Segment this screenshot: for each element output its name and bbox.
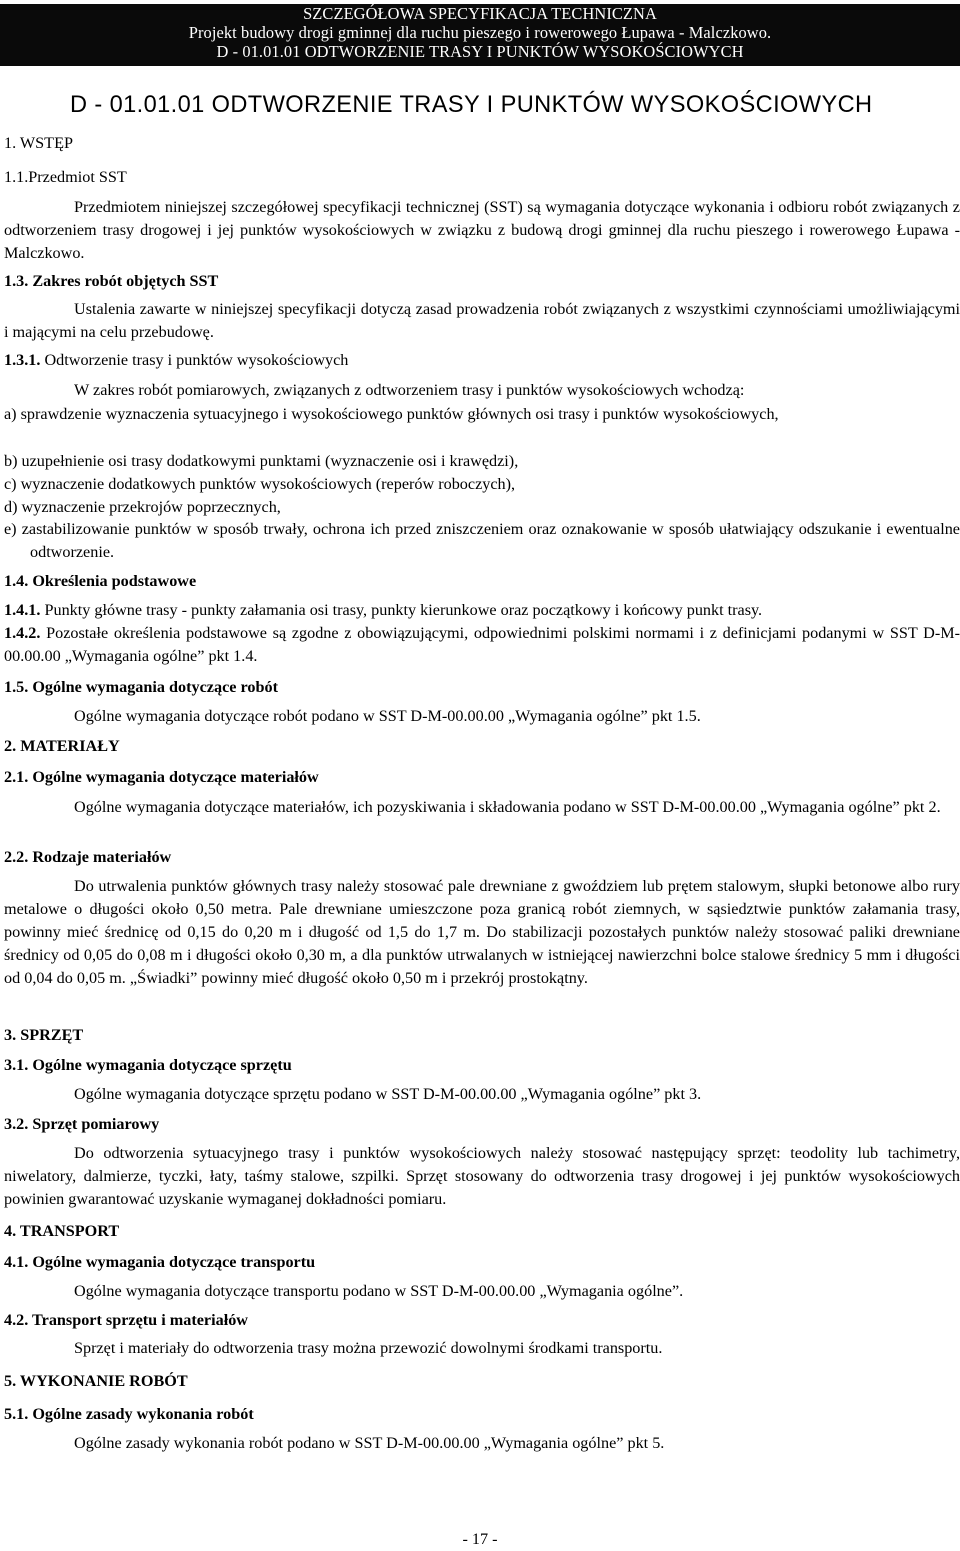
paragraph-3-2: Do odtworzenia sytuacyjnego trasy i punktów wysokościowych należy stosować następujący sprzęt: teodolity lub tachimetry, niwelatory, dalmierze, tyczki, łaty, taśmy stalowe, szpilki. Sprzęt stosowany do odtworzenia trasy drogowej i jej punktów wysokościowych powinien gwarantować uzyskanie wymaganej dokładności pomiaru. xyxy=(4,1144,960,1208)
paragraph-1-3-1: W zakres robót pomiarowych, związanych z odtworzeniem trasy i punktów wysokościowych wchodzą: xyxy=(74,381,745,399)
heading-1-3-1-number: 1.3.1. xyxy=(4,351,41,369)
paragraph-1-5: Ogólne wymagania dotyczące robót podano w SST D-M-00.00.00 „Wymagania ogólne” pkt 1.5. xyxy=(74,707,701,725)
list-item-c: c) wyznaczenie dodatkowych punktów wysokościowych (reperów roboczych), xyxy=(4,475,516,493)
heading-3-1: 3.1. Ogólne wymagania dotyczące sprzętu xyxy=(4,1056,292,1074)
paragraph-1-4-1 xyxy=(4,599,960,622)
document-title: D - 01.01.01 ODTWORZENIE TRASY I PUNKTÓW WYSOKOŚCIOWYCH xyxy=(70,92,873,118)
section-1-heading: 1. WSTĘP xyxy=(4,134,73,152)
paragraph-4-1: Ogólne wymagania dotyczące transportu podano w SST D-M-00.00.00 „Wymagania ogólne”. xyxy=(74,1282,684,1300)
heading-1-1: 1.1.Przedmiot SST xyxy=(4,168,127,186)
paragraph-2-2: Do utrwalenia punktów głównych trasy należy stosować pale drewniane z gwoździem lub prętem stalowym, słupki betonowe albo rury metalowe o długości około 0,50 metra. Pale drewniane umieszczone poza granicą robót ziemnych, w sąsiedztwie punktów załamania trasy, powinny mieć średnicę od 0,15 do 0,20 m i długość od 1,5 do 1,7 m. Do stabilizacji pozostałych punktów należy stosować paliki drewniane średnicy od 0,05 do 0,08 m i długości około 0,30 m, a dla punktów utrwalanych w istniejącej nawierzchni bolce stalowe średnicy 5 mm i długości od 0,04 do 0,05 m. „Świadki” powinny mieć długość około 0,50 m i przekrój prostokątny. xyxy=(4,877,960,987)
paragraph-1-4-1-number: 1.4.1. xyxy=(4,601,41,619)
heading-1-3-1-text: Odtworzenie trasy i punktów wysokościowych xyxy=(40,351,349,369)
section-3-heading: 3. SPRZĘT xyxy=(4,1026,84,1044)
paragraph-1-4-2 xyxy=(4,622,960,668)
list-item-d: d) wyznaczenie przekrojów poprzecznych, xyxy=(4,498,281,516)
list-item-b: b) uzupełnienie osi trasy dodatkowymi punktami (wyznaczenie osi i krawędzi), xyxy=(4,452,519,470)
paragraph-1-4-2-number: 1.4.2. xyxy=(4,624,41,642)
paragraph-5-1: Ogólne zasady wykonania robót podano w SST D-M-00.00.00 „Wymagania ogólne” pkt 5. xyxy=(74,1434,665,1452)
page-number: - 17 - xyxy=(462,1530,498,1548)
heading-2-2: 2.2. Rodzaje materiałów xyxy=(4,848,172,866)
heading-3-2: 3.2. Sprzęt pomiarowy xyxy=(4,1115,160,1133)
paragraph-2-1: Ogólne wymagania dotyczące materiałów, ich pozyskiwania i składowania podano w SST D-M-00.00.00 „Wymagania ogólne” pkt 2. xyxy=(74,798,941,816)
section-5-heading: 5. WYKONANIE ROBÓT xyxy=(4,1372,188,1390)
section-2-heading: 2. MATERIAŁY xyxy=(4,737,120,755)
heading-1-5: 1.5. Ogólne wymagania dotyczące robót xyxy=(4,678,278,696)
header-line-2: Projekt budowy drogi gminnej dla ruchu pieszego i rowerowego Łupawa - Malczkowo. xyxy=(188,23,772,42)
list-item-e: e) zastabilizowanie punktów w sposób trwały, ochrona ich przed zniszczeniem oraz oznakowanie w sposób ułatwiający odszukanie i ewentualne odtworzenie. xyxy=(4,520,960,561)
section-4-heading: 4. TRANSPORT xyxy=(4,1222,120,1240)
list-item-a: a) sprawdzenie wyznaczenia sytuacyjnego i wysokościowego punktów głównych osi trasy i punktów wysokościowych, xyxy=(4,405,779,423)
heading-2-1: 2.1. Ogólne wymagania dotyczące materiałów xyxy=(4,768,319,786)
heading-4-1: 4.1. Ogólne wymagania dotyczące transportu xyxy=(4,1253,316,1271)
heading-1-3-1 xyxy=(4,349,960,372)
header-line-1: SZCZEGÓŁOWA SPECYFIKACJA TECHNICZNA xyxy=(303,4,657,23)
heading-5-1: 5.1. Ogólne zasady wykonania robót xyxy=(4,1405,254,1423)
paragraph-1-4-2-text: Pozostałe określenia podstawowe są zgodne z obowiązującymi, odpowiednimi polskimi normami i z definicjami podanymi w SST D-M-00.00.00 „Wymagania ogólne” pkt 1.4. xyxy=(4,624,960,665)
header-line-3: D - 01.01.01 ODTWORZENIE TRASY I PUNKTÓW WYSOKOŚCIOWYCH xyxy=(216,42,744,61)
paragraph-1-1: Przedmiotem niniejszej szczegółowej specyfikacji technicznej (SST) są wymagania dotyczące wykonania i odbioru robót związanych z odtworzeniem trasy drogowej i jej punktów wysokościowych w związku z budową drogi gminnej dla ruchu pieszego i rowerowego Łupawa - Malczkowo. xyxy=(4,198,960,262)
paragraph-3-1: Ogólne wymagania dotyczące sprzętu podano w SST D-M-00.00.00 „Wymagania ogólne” pkt 3. xyxy=(74,1085,702,1103)
heading-1-4: 1.4. Określenia podstawowe xyxy=(4,572,197,590)
page-header xyxy=(0,4,960,66)
heading-4-2: 4.2. Transport sprzętu i materiałów xyxy=(4,1311,248,1329)
paragraph-1-3: Ustalenia zawarte w niniejszej specyfikacji dotyczą zasad prowadzenia robót związanych z wszystkimi czynnościami umożliwiającymi i mającymi na celu przebudowę. xyxy=(4,300,960,341)
paragraph-1-4-1-text: Punkty główne trasy - punkty załamania osi trasy, punkty kierunkowe oraz początkowy i końcowy punkt trasy. xyxy=(40,601,763,619)
paragraph-4-2: Sprzęt i materiały do odtworzenia trasy można przewozić dowolnymi środkami transportu. xyxy=(74,1339,663,1357)
heading-1-3: 1.3. Zakres robót objętych SST xyxy=(4,272,219,290)
